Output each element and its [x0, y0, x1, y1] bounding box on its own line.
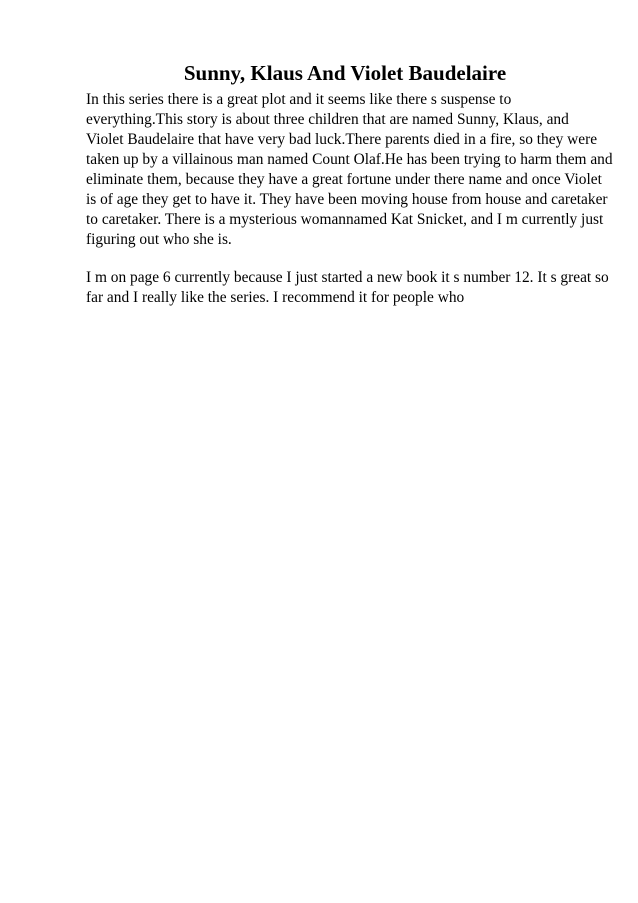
paragraph-line: figuring out who she is.	[86, 231, 232, 248]
paragraph-line: eliminate them, because they have a great fortune under there name and once Violet	[86, 171, 602, 188]
paragraph-line: far and I really like the series. I recommend it for people who	[86, 289, 465, 306]
document-title: Sunny, Klaus And Violet Baudelaire	[183, 61, 507, 85]
paragraph-2	[86, 268, 609, 308]
paragraph-line: In this series there is a great plot and it seems like there s suspense to	[86, 91, 512, 108]
paragraph-line: to caretaker. There is a mysterious womannamed Kat Snicket, and I m currently just	[86, 211, 604, 228]
paragraph-line: is of age they get to have it. They have been moving house from house and caretaker	[86, 191, 608, 208]
paragraph-line: taken up by a villainous man named Count Olaf.He has been trying to harm them and	[86, 151, 613, 168]
paragraph-line: everything.This story is about three children that are named Sunny, Klaus, and	[86, 111, 569, 128]
paragraph-line: Violet Baudelaire that have very bad luck.There parents died in a fire, so they were	[86, 131, 598, 148]
paragraph-1	[86, 90, 613, 250]
paragraph-line: I m on page 6 currently because I just started a new book it s number 12. It s great so	[86, 269, 609, 286]
